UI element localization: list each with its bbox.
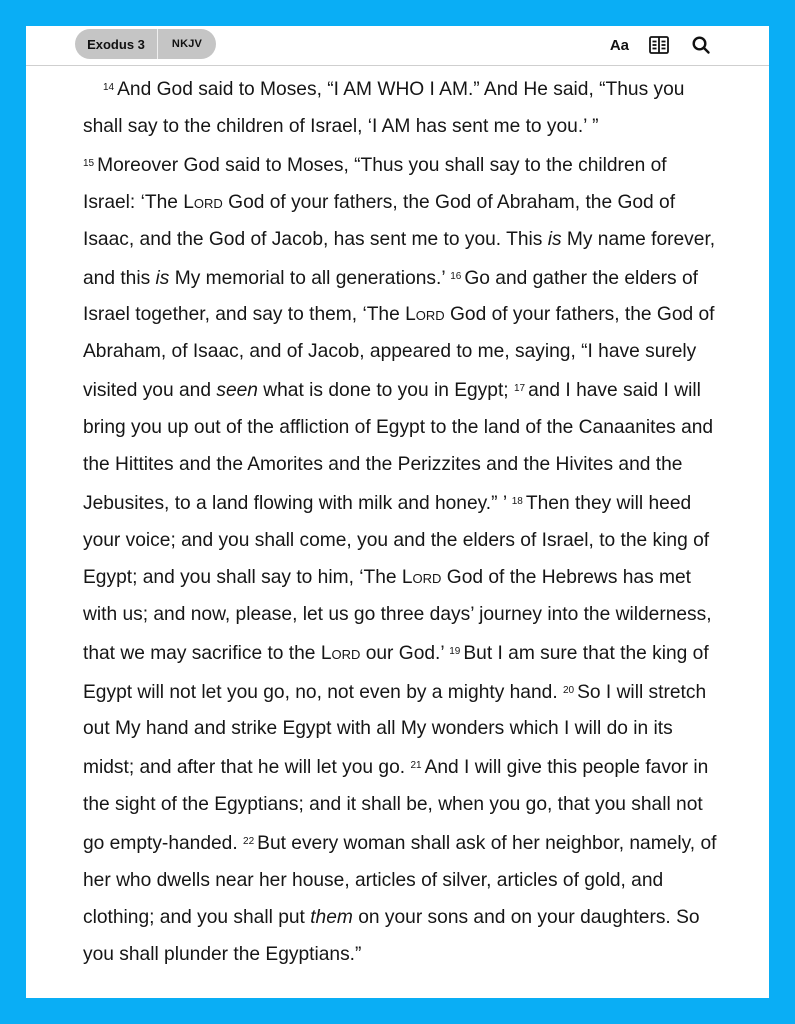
verse-text: God of your fathers, the God of Abraham, of Isaac, and of Jacob, appeared to me, saying, “I have surely visited you and (83, 304, 715, 402)
verse-text: and I have said I will bring you up out of the affliction of Egypt to the land of the Canaanites and the Hittites and the Amorites and the Perizzites and the Hivites and the Jebusites, to a land flowing with milk and honey.” ’ (83, 380, 714, 514)
version-button[interactable]: NKJV (171, 38, 203, 50)
verse-number[interactable]: 14 (103, 82, 115, 93)
verse-text: our God.’ (360, 642, 450, 664)
verse-text: what is done to you in Egypt; (257, 380, 514, 402)
lord-small-caps: Lord (401, 566, 442, 588)
verse-text: Go and gather the elders of Israel together, and say to them, ‘The (83, 267, 698, 326)
verse-text: Moreover God said to Moses, “Thus you shall say to the children of Israel: ‘The (83, 154, 667, 213)
verse-number[interactable]: 17 (513, 383, 526, 395)
reader-page (26, 26, 769, 998)
verse-text: God of your fathers, the God of Abraham, the God of Isaac, and the God of Jacob, has sent me to you. This (83, 191, 676, 250)
verse-text: God of the Hebrews has met with us; and now, please, let us go three days’ journey into the wilderness, that we may sacrifice to the (83, 566, 712, 664)
italic-word: them (310, 906, 353, 928)
italic-word: is (547, 228, 562, 250)
lord-small-caps: Lord (320, 642, 361, 664)
verse-number[interactable]: 22 (243, 836, 255, 848)
book-columns-icon[interactable] (647, 33, 671, 57)
search-icon[interactable] (689, 33, 713, 57)
verse-text: My name forever, and this (83, 228, 716, 289)
scripture-text (83, 70, 723, 974)
verse-text: My memorial to all generations.’ (169, 267, 451, 289)
verse-text: And God said to Moses, “I AM WHO I AM.” And He said, “Thus you shall say to the children of Israel, ‘I AM has sent me to you.’ ” (83, 79, 685, 137)
verse-text: on your sons and on your daughters. So you shall plunder the Egyptians.” (83, 906, 700, 965)
verse-number[interactable]: 15 (83, 157, 95, 169)
verse-text: But every woman shall ask of her neighbor, namely, of her who dwells near her house, articles of silver, articles of gold, and clothing; and you shall put (83, 833, 717, 928)
verse-number[interactable]: 21 (410, 760, 422, 772)
reader-header (26, 26, 769, 66)
verse-text: And I will give this people favor in the sight of the Egyptians; and it shall be, when you go, that you shall not go empty-handed. (83, 757, 709, 855)
book-chapter-button[interactable]: Exodus 3 (87, 36, 145, 52)
verse-number[interactable]: 18 (511, 495, 523, 507)
verse-text: But I am sure that the king of Egypt will not let you go, no, not even by a mighty hand. (83, 642, 709, 703)
verse-number[interactable]: 16 (450, 270, 462, 282)
italic-word: is (155, 267, 170, 289)
passage-paragraph (83, 70, 723, 974)
lord-small-caps: Lord (405, 304, 445, 326)
verse-text: So I will stretch out My hand and strike Egypt with all My wonders which I will do in its midst; and after that he will let you go. (83, 681, 707, 779)
header-tools (610, 33, 713, 57)
reference-pill (75, 29, 216, 59)
verse-text: Then they will heed your voice; and you shall come, you and the elders of Israel, to the king of Egypt; and you shall say to him, ‘The (83, 492, 710, 588)
lord-small-caps: Lord (183, 191, 223, 213)
font-settings-button[interactable]: Aa (609, 36, 629, 54)
verse-number[interactable]: 20 (562, 684, 575, 696)
verse-number[interactable]: 19 (449, 645, 461, 657)
italic-word: seen (216, 380, 258, 402)
